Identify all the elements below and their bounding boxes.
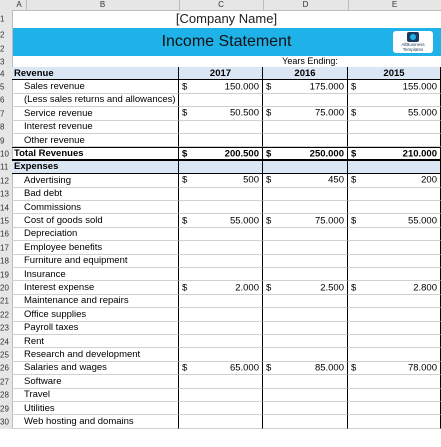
line-item-label[interactable] xyxy=(12,107,179,120)
line-item-label-text: Web hosting and domains xyxy=(24,416,134,428)
table-row xyxy=(12,308,441,321)
value-2016[interactable] xyxy=(263,255,348,268)
year-header-2016-text: 2016 xyxy=(294,67,316,79)
value-2015[interactable] xyxy=(348,255,441,268)
line-item-label[interactable] xyxy=(12,322,179,335)
row-number-text: 4 xyxy=(0,69,5,79)
value-2016[interactable] xyxy=(263,201,348,214)
line-item-label-text: Employee benefits xyxy=(24,241,103,253)
table-row xyxy=(12,94,441,107)
table-row xyxy=(12,80,441,93)
company-name[interactable]: [Company Name] xyxy=(175,11,278,26)
value-2017[interactable] xyxy=(179,415,263,428)
statement-title: Income Statement xyxy=(161,33,292,50)
row-number-text: 13 xyxy=(0,189,9,199)
cell-value: 75.000 xyxy=(314,107,344,119)
value-2016[interactable] xyxy=(263,147,348,160)
row-number-text: 30 xyxy=(0,417,9,427)
line-item-label[interactable] xyxy=(12,308,179,321)
table-row xyxy=(12,121,441,134)
column-header-d[interactable]: D xyxy=(263,0,349,10)
line-item-label[interactable] xyxy=(12,295,179,308)
line-item-label-text: Cost of goods sold xyxy=(24,215,103,227)
line-item-label[interactable] xyxy=(12,228,179,241)
currency-symbol: $ xyxy=(182,362,188,374)
currency-symbol: $ xyxy=(351,174,357,186)
currency-symbol: $ xyxy=(266,174,272,186)
line-item-label-text: Utilities xyxy=(24,402,55,414)
row-number-text: 2 xyxy=(0,30,5,40)
table-row xyxy=(12,295,441,308)
table-row xyxy=(12,335,441,348)
value-2017[interactable] xyxy=(179,402,263,415)
cell-value: 85.000 xyxy=(314,362,344,374)
value-2017[interactable] xyxy=(179,241,263,254)
value-2017[interactable] xyxy=(179,228,263,241)
line-item-label[interactable] xyxy=(12,268,179,281)
row-number-text: 5 xyxy=(0,82,5,92)
allbusiness-logo xyxy=(393,31,433,53)
row-number-text: 20 xyxy=(0,283,9,293)
value-2016[interactable] xyxy=(263,228,348,241)
cell-value: 50.500 xyxy=(229,107,259,119)
row-number-text: 24 xyxy=(0,337,9,347)
currency-symbol: $ xyxy=(182,107,188,119)
row-number-text: 22 xyxy=(0,310,9,320)
value-2017[interactable] xyxy=(179,107,263,120)
table-row xyxy=(12,322,441,335)
row-number-text: 25 xyxy=(0,350,9,360)
table-row xyxy=(12,201,441,214)
line-item-label[interactable] xyxy=(12,348,179,361)
table-row xyxy=(12,402,441,415)
row-number[interactable] xyxy=(0,28,13,42)
value-2017[interactable] xyxy=(179,201,263,214)
column-header-c[interactable]: C xyxy=(179,0,264,10)
line-item-label-text: Total Revenues xyxy=(14,148,84,160)
currency-symbol: $ xyxy=(182,282,188,294)
cell-value: 2.000 xyxy=(235,282,259,294)
value-2015[interactable] xyxy=(348,214,441,227)
value-2016[interactable] xyxy=(263,94,348,107)
value-2017[interactable] xyxy=(179,174,263,187)
currency-symbol: $ xyxy=(351,215,357,227)
table-row xyxy=(12,415,441,428)
line-item-label[interactable] xyxy=(12,188,179,201)
year-header-2015[interactable] xyxy=(348,67,441,80)
cell-value: 175.000 xyxy=(309,81,344,93)
row-number-text: 11 xyxy=(0,162,9,172)
currency-symbol: $ xyxy=(351,148,357,160)
column-header-e[interactable]: E xyxy=(391,0,398,9)
value-2016[interactable] xyxy=(263,188,348,201)
value-2016[interactable] xyxy=(263,174,348,187)
value-2015[interactable] xyxy=(348,348,441,361)
value-2016[interactable] xyxy=(263,335,348,348)
value-2017[interactable] xyxy=(179,255,263,268)
value-2016[interactable] xyxy=(263,362,348,375)
year-header-2017-text: 2017 xyxy=(209,67,232,79)
value-2017[interactable] xyxy=(179,188,263,201)
value-2017[interactable] xyxy=(179,121,263,134)
row-number-text: 28 xyxy=(0,390,9,400)
table-row xyxy=(12,134,441,147)
row-number-text: 26 xyxy=(0,363,9,373)
line-item-label-text: Salaries and wages xyxy=(24,362,107,374)
year-cell-2016[interactable] xyxy=(263,161,348,174)
row-number-text: 10 xyxy=(0,149,9,159)
value-2015[interactable] xyxy=(348,134,441,147)
value-2015[interactable] xyxy=(348,389,441,402)
line-item-label-text: Service revenue xyxy=(24,107,93,119)
logo-badge-icon xyxy=(407,32,419,42)
currency-symbol: $ xyxy=(182,174,188,186)
value-2015[interactable] xyxy=(348,268,441,281)
line-item-label-text: Other revenue xyxy=(24,134,85,146)
value-2015[interactable] xyxy=(348,308,441,321)
row-number-text: 2 xyxy=(0,44,5,54)
line-item-label[interactable] xyxy=(12,80,179,93)
currency-symbol: $ xyxy=(351,81,357,93)
cell-value: 200 xyxy=(421,174,437,186)
value-2017[interactable] xyxy=(179,134,263,147)
currency-symbol: $ xyxy=(182,215,188,227)
table-row xyxy=(12,389,441,402)
value-2016[interactable] xyxy=(263,295,348,308)
value-2016[interactable] xyxy=(263,415,348,428)
line-item-label[interactable] xyxy=(12,147,179,160)
line-item-label-text: Interest revenue xyxy=(24,121,93,133)
line-item-label[interactable] xyxy=(12,134,179,147)
row-number-text: 8 xyxy=(0,122,5,132)
line-item-label-text: Insurance xyxy=(24,268,66,280)
value-2016[interactable] xyxy=(263,389,348,402)
value-2017[interactable] xyxy=(179,147,263,160)
currency-symbol: $ xyxy=(266,107,272,119)
value-2015[interactable] xyxy=(348,147,441,160)
row-number-text: 23 xyxy=(0,323,9,333)
section-header-row xyxy=(12,67,441,80)
section-header-label-text: Expenses xyxy=(14,161,59,173)
line-item-label-text: (Less sales returns and allowances) xyxy=(24,94,176,106)
cell-value: 55.000 xyxy=(407,215,437,227)
line-item-label[interactable] xyxy=(12,402,179,415)
value-2015[interactable] xyxy=(348,322,441,335)
section-header-row xyxy=(12,161,441,174)
value-2017[interactable] xyxy=(179,80,263,93)
line-item-label-text: Research and development xyxy=(24,349,141,361)
column-header-b[interactable]: B xyxy=(26,0,180,10)
column-header-a[interactable]: A xyxy=(12,0,27,10)
value-2015[interactable] xyxy=(348,281,441,294)
line-item-label-text: Furniture and equipment xyxy=(24,255,128,267)
cell-value: 210.000 xyxy=(402,148,437,160)
row-number-text: 9 xyxy=(0,136,5,146)
line-item-label[interactable] xyxy=(12,121,179,134)
line-item-label[interactable] xyxy=(12,201,179,214)
logo-line-1: AllBusiness xyxy=(401,42,425,47)
cell-value: 55.000 xyxy=(229,215,259,227)
value-2016[interactable] xyxy=(263,348,348,361)
line-item-label-text: Bad debt xyxy=(24,188,63,200)
value-2017[interactable] xyxy=(179,362,263,375)
cell-value: 250.000 xyxy=(309,148,344,160)
currency-symbol: $ xyxy=(266,148,272,160)
currency-symbol: $ xyxy=(351,362,357,374)
value-2017[interactable] xyxy=(179,308,263,321)
year-header-2017[interactable] xyxy=(179,67,263,80)
line-item-label[interactable] xyxy=(12,375,179,388)
row-number-text: 16 xyxy=(0,229,9,239)
line-item-label-text: Advertising xyxy=(24,174,71,186)
row-number-text: 7 xyxy=(0,109,5,119)
cell-value: 2.500 xyxy=(320,282,344,294)
value-2016[interactable] xyxy=(263,308,348,321)
row-number-text: 21 xyxy=(0,296,9,306)
cell-value: 200.500 xyxy=(224,148,259,160)
value-2015[interactable] xyxy=(348,228,441,241)
value-2016[interactable] xyxy=(263,107,348,120)
value-2017[interactable] xyxy=(179,214,263,227)
table-row xyxy=(12,281,441,294)
row-number[interactable] xyxy=(0,10,13,28)
value-2016[interactable] xyxy=(263,241,348,254)
value-2016[interactable] xyxy=(263,281,348,294)
cell-value: 150.000 xyxy=(224,81,259,93)
table-row xyxy=(12,241,441,254)
line-item-label-text: Maintenance and repairs xyxy=(24,295,129,307)
row-number[interactable] xyxy=(0,42,13,56)
value-2015[interactable] xyxy=(348,188,441,201)
title-banner[interactable] xyxy=(12,28,441,56)
logo-line-2: Templates xyxy=(402,47,424,52)
value-2017[interactable] xyxy=(179,94,263,107)
line-item-label-text: Interest expense xyxy=(24,282,95,294)
value-2015[interactable] xyxy=(348,241,441,254)
line-item-label[interactable] xyxy=(12,94,179,107)
currency-symbol: $ xyxy=(351,282,357,294)
line-item-label[interactable] xyxy=(12,214,179,227)
value-2017[interactable] xyxy=(179,348,263,361)
value-2017[interactable] xyxy=(179,295,263,308)
line-item-label[interactable] xyxy=(12,174,179,187)
row-number-text: 27 xyxy=(0,377,9,387)
year-cell-2015[interactable] xyxy=(348,161,441,174)
currency-symbol: $ xyxy=(266,362,272,374)
row-number-text: 6 xyxy=(0,95,5,105)
row-number-text: 18 xyxy=(0,256,9,266)
row-number-text: 14 xyxy=(0,203,9,213)
line-item-label[interactable] xyxy=(12,362,179,375)
currency-symbol: $ xyxy=(182,148,188,160)
line-item-label-text: Commissions xyxy=(24,201,82,213)
cell-value: 155.000 xyxy=(402,81,437,93)
line-item-label[interactable] xyxy=(12,389,179,402)
currency-symbol: $ xyxy=(266,215,272,227)
row-number-text: 17 xyxy=(0,243,9,253)
row-number-text: 3 xyxy=(0,57,5,66)
value-2016[interactable] xyxy=(263,80,348,93)
total-row xyxy=(12,147,441,160)
value-2017[interactable] xyxy=(179,281,263,294)
cell-value: 78.000 xyxy=(407,362,437,374)
table-row xyxy=(12,214,441,227)
value-2017[interactable] xyxy=(179,335,263,348)
table-row xyxy=(12,174,441,187)
section-header-label-text: Revenue xyxy=(14,67,54,79)
value-2015[interactable] xyxy=(348,174,441,187)
table-row xyxy=(12,375,441,388)
table-row xyxy=(12,228,441,241)
row-number-text: 1 xyxy=(0,14,5,24)
cell-value: 2.800 xyxy=(413,282,437,294)
cell-value: 500 xyxy=(243,174,259,186)
section-header-label[interactable] xyxy=(12,161,179,174)
line-item-label[interactable] xyxy=(12,281,179,294)
value-2016[interactable] xyxy=(263,402,348,415)
value-2015[interactable] xyxy=(348,362,441,375)
value-2016[interactable] xyxy=(263,322,348,335)
value-2017[interactable] xyxy=(179,322,263,335)
currency-symbol: $ xyxy=(182,81,188,93)
value-2015[interactable] xyxy=(348,375,441,388)
cell-value: 450 xyxy=(328,174,344,186)
line-item-label[interactable] xyxy=(12,255,179,268)
value-2015[interactable] xyxy=(348,295,441,308)
line-item-label-text: Office supplies xyxy=(24,308,87,320)
value-2016[interactable] xyxy=(263,121,348,134)
cell-value: 75.000 xyxy=(314,215,344,227)
line-item-label[interactable] xyxy=(12,415,179,428)
value-2017[interactable] xyxy=(179,268,263,281)
value-2016[interactable] xyxy=(263,268,348,281)
value-2015[interactable] xyxy=(348,402,441,415)
year-header-2015-text: 2015 xyxy=(383,67,405,79)
currency-symbol: $ xyxy=(266,282,272,294)
row-number-text: 19 xyxy=(0,270,9,280)
table-row xyxy=(12,255,441,268)
years-ending-label[interactable]: Years Ending: xyxy=(282,56,338,66)
cell-value: 65.000 xyxy=(229,362,259,374)
value-2015[interactable] xyxy=(348,107,441,120)
value-2017[interactable] xyxy=(179,375,263,388)
row-number-text: 12 xyxy=(0,176,9,186)
value-2015[interactable] xyxy=(348,335,441,348)
row-number-text: 29 xyxy=(0,404,9,414)
value-2015[interactable] xyxy=(348,94,441,107)
table-row xyxy=(12,107,441,120)
table-row xyxy=(12,268,441,281)
line-item-label-text: Payroll taxes xyxy=(24,322,79,334)
section-header-label[interactable] xyxy=(12,67,179,80)
value-2017[interactable] xyxy=(179,389,263,402)
line-item-label-text: Depreciation xyxy=(24,228,78,240)
line-item-label[interactable] xyxy=(12,241,179,254)
line-item-label-text: Sales revenue xyxy=(24,81,85,93)
value-2015[interactable] xyxy=(348,415,441,428)
value-2015[interactable] xyxy=(348,201,441,214)
value-2016[interactable] xyxy=(263,375,348,388)
line-item-label[interactable] xyxy=(12,335,179,348)
year-header-2016[interactable] xyxy=(263,67,348,80)
currency-symbol: $ xyxy=(351,107,357,119)
row-number[interactable] xyxy=(0,56,13,67)
value-2015[interactable] xyxy=(348,121,441,134)
table-row xyxy=(12,188,441,201)
row-number-text: 15 xyxy=(0,216,9,226)
table-row xyxy=(12,348,441,361)
value-2016[interactable] xyxy=(263,214,348,227)
cell-value: 55.000 xyxy=(407,107,437,119)
currency-symbol: $ xyxy=(266,81,272,93)
line-item-label-text: Rent xyxy=(24,335,45,347)
value-2016[interactable] xyxy=(263,134,348,147)
table-row xyxy=(12,362,441,375)
line-item-label-text: Travel xyxy=(24,389,51,401)
line-item-label-text: Software xyxy=(24,375,62,387)
year-cell-2017[interactable] xyxy=(179,161,263,174)
value-2015[interactable] xyxy=(348,80,441,93)
